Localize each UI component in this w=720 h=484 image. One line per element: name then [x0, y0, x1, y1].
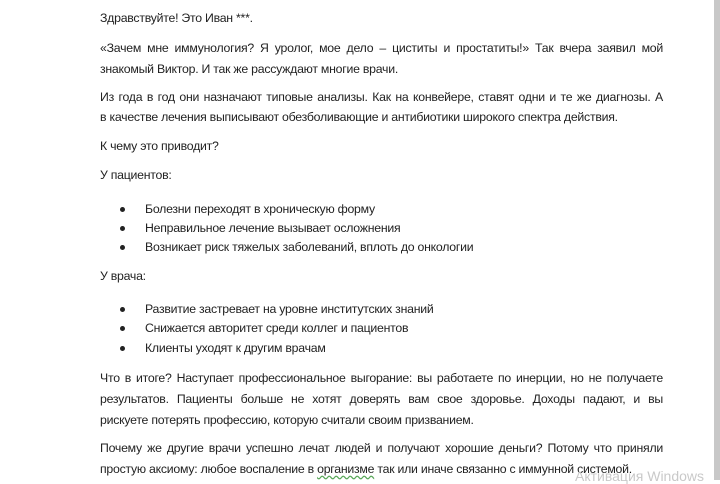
list-item: Клиенты уходят к другим врачам [145, 341, 326, 355]
list-item: Возникает риск тяжелых заболеваний, вплоть до онкологии [145, 240, 474, 254]
paragraph-1-line: знакомый Виктор. И так же рассуждают многие врачи. [100, 62, 398, 76]
list-item: Неправильное лечение вызывает осложнения [145, 221, 401, 235]
windows-activation-watermark: Активация Windows [575, 468, 705, 484]
paragraph-2-line: Из года в год они назначают типовые анализы. Как на конвейере, ставят одни и те же диагнозы. А [100, 90, 663, 104]
greeting: Здравствуйте! Это Иван ***. [100, 11, 253, 25]
text: простую аксиому: любое воспаление в [100, 462, 318, 476]
bullet-icon [120, 346, 125, 351]
list-item: Болезни переходят в хроническую форму [145, 202, 375, 216]
paragraph-1-line: «Зачем мне иммунология? Я уролог, мое дело – циститы и простатиты!» Так вчера заявил мой [100, 41, 663, 55]
doctor-heading: У врача: [100, 269, 146, 283]
text: так или иначе связанно с иммунной системой. [374, 462, 632, 476]
question: К чему это приводит? [100, 139, 219, 153]
bullet-icon [120, 307, 125, 312]
grammar-flagged-word[interactable]: организме [317, 462, 375, 476]
paragraph-3-line: рискуете потерять профессию, которую считали своим призванием. [100, 413, 474, 427]
bullet-icon [120, 326, 125, 331]
paragraph-2-line: в качестве лечения выписывают обезболивающие и антибиотики широкого спектра действия. [100, 110, 618, 124]
bullet-icon [120, 226, 125, 231]
paragraph-3-line: результатов. Пациенты больше не хотят доверять вам свое здоровье. Доходы падают, и вы [100, 392, 663, 406]
list-item: Развитие застревает на уровне институтских знаний [145, 302, 434, 316]
paragraph-4-line: Почему же другие врачи успешно лечат людей и получают хорошие деньги? Потому что приняли [100, 441, 663, 455]
paragraph-3-line: Что в итоге? Наступает профессиональное выгорание: вы работаете по инерции, но не получаете [100, 371, 663, 385]
patients-heading: У пациентов: [100, 168, 172, 182]
list-item: Снижается авторитет среди коллег и пациентов [145, 321, 409, 335]
paragraph-4-line [100, 461, 632, 477]
bullet-icon [120, 207, 125, 212]
bullet-icon [120, 245, 125, 250]
page-edge [714, 0, 720, 480]
